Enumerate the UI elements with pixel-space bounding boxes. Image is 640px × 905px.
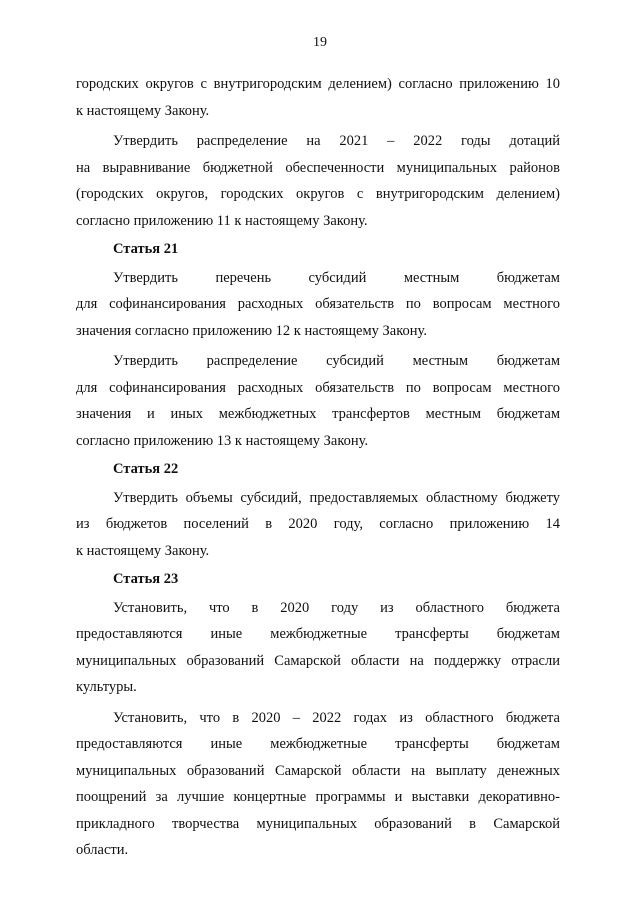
page-number: 19	[313, 35, 327, 50]
text-line: к настоящему Закону.	[76, 542, 210, 559]
text-line: для софинансирования расходных обязательств по вопросам местного	[76, 296, 560, 312]
text-line: на выравнивание бюджетной обеспеченности муниципальных районов	[76, 159, 560, 176]
text-line: предоставляются иные межбюджетные трансферты бюджетам	[76, 626, 560, 642]
text-line: Утвердить перечень субсидий местным бюджетам	[113, 269, 560, 286]
text-line: значения согласно приложению 12 к настоящему Закону.	[76, 322, 427, 339]
article-heading: Статья 21	[113, 241, 179, 257]
text-line: муниципальных образований Самарской области на поддержку отрасли	[76, 652, 560, 669]
text-line: значения и иных межбюджетных трансфертов местным бюджетам	[76, 406, 560, 422]
text-line: Утвердить распределение субсидий местным бюджетам	[113, 353, 560, 369]
text-line: Утвердить распределение на 2021 – 2022 годы дотаций	[113, 133, 560, 149]
text-line: из бюджетов поселений в 2020 году, согласно приложению 14	[76, 516, 560, 532]
text-line: городских округов с внутригородским делением) согласно приложению 10	[76, 76, 560, 92]
text-line: Установить, что в 2020 году из областного бюджета	[113, 599, 560, 616]
text-line: согласно приложению 13 к настоящему Закону.	[76, 432, 369, 449]
text-line: Установить, что в 2020 – 2022 годах из областного бюджета	[113, 709, 560, 726]
text-line: прикладного творчества муниципальных образований в Самарской	[76, 815, 560, 832]
text-line: (городских округов, городских округов с внутригородским делением)	[76, 186, 560, 202]
article-heading: Статья 23	[113, 571, 179, 587]
text-line: согласно приложению 11 к настоящему Закону.	[76, 212, 368, 229]
text-line: области.	[76, 842, 129, 858]
text-line: для софинансирования расходных обязательств по вопросам местного	[76, 379, 560, 396]
text-line: предоставляются иные межбюджетные трансферты бюджетам	[76, 736, 560, 752]
article-heading: Статья 22	[113, 461, 179, 477]
text-line: Утвердить объемы субсидий, предоставляемых областному бюджету	[113, 489, 560, 506]
text-line: культуры.	[76, 679, 137, 695]
text-line: поощрений за лучшие концертные программы и выставки декоративно-	[76, 789, 560, 805]
text-line: к настоящему Закону.	[76, 102, 210, 119]
text-line: муниципальных образований Самарской области на выплату денежных	[76, 762, 560, 779]
document-body	[76, 71, 560, 864]
